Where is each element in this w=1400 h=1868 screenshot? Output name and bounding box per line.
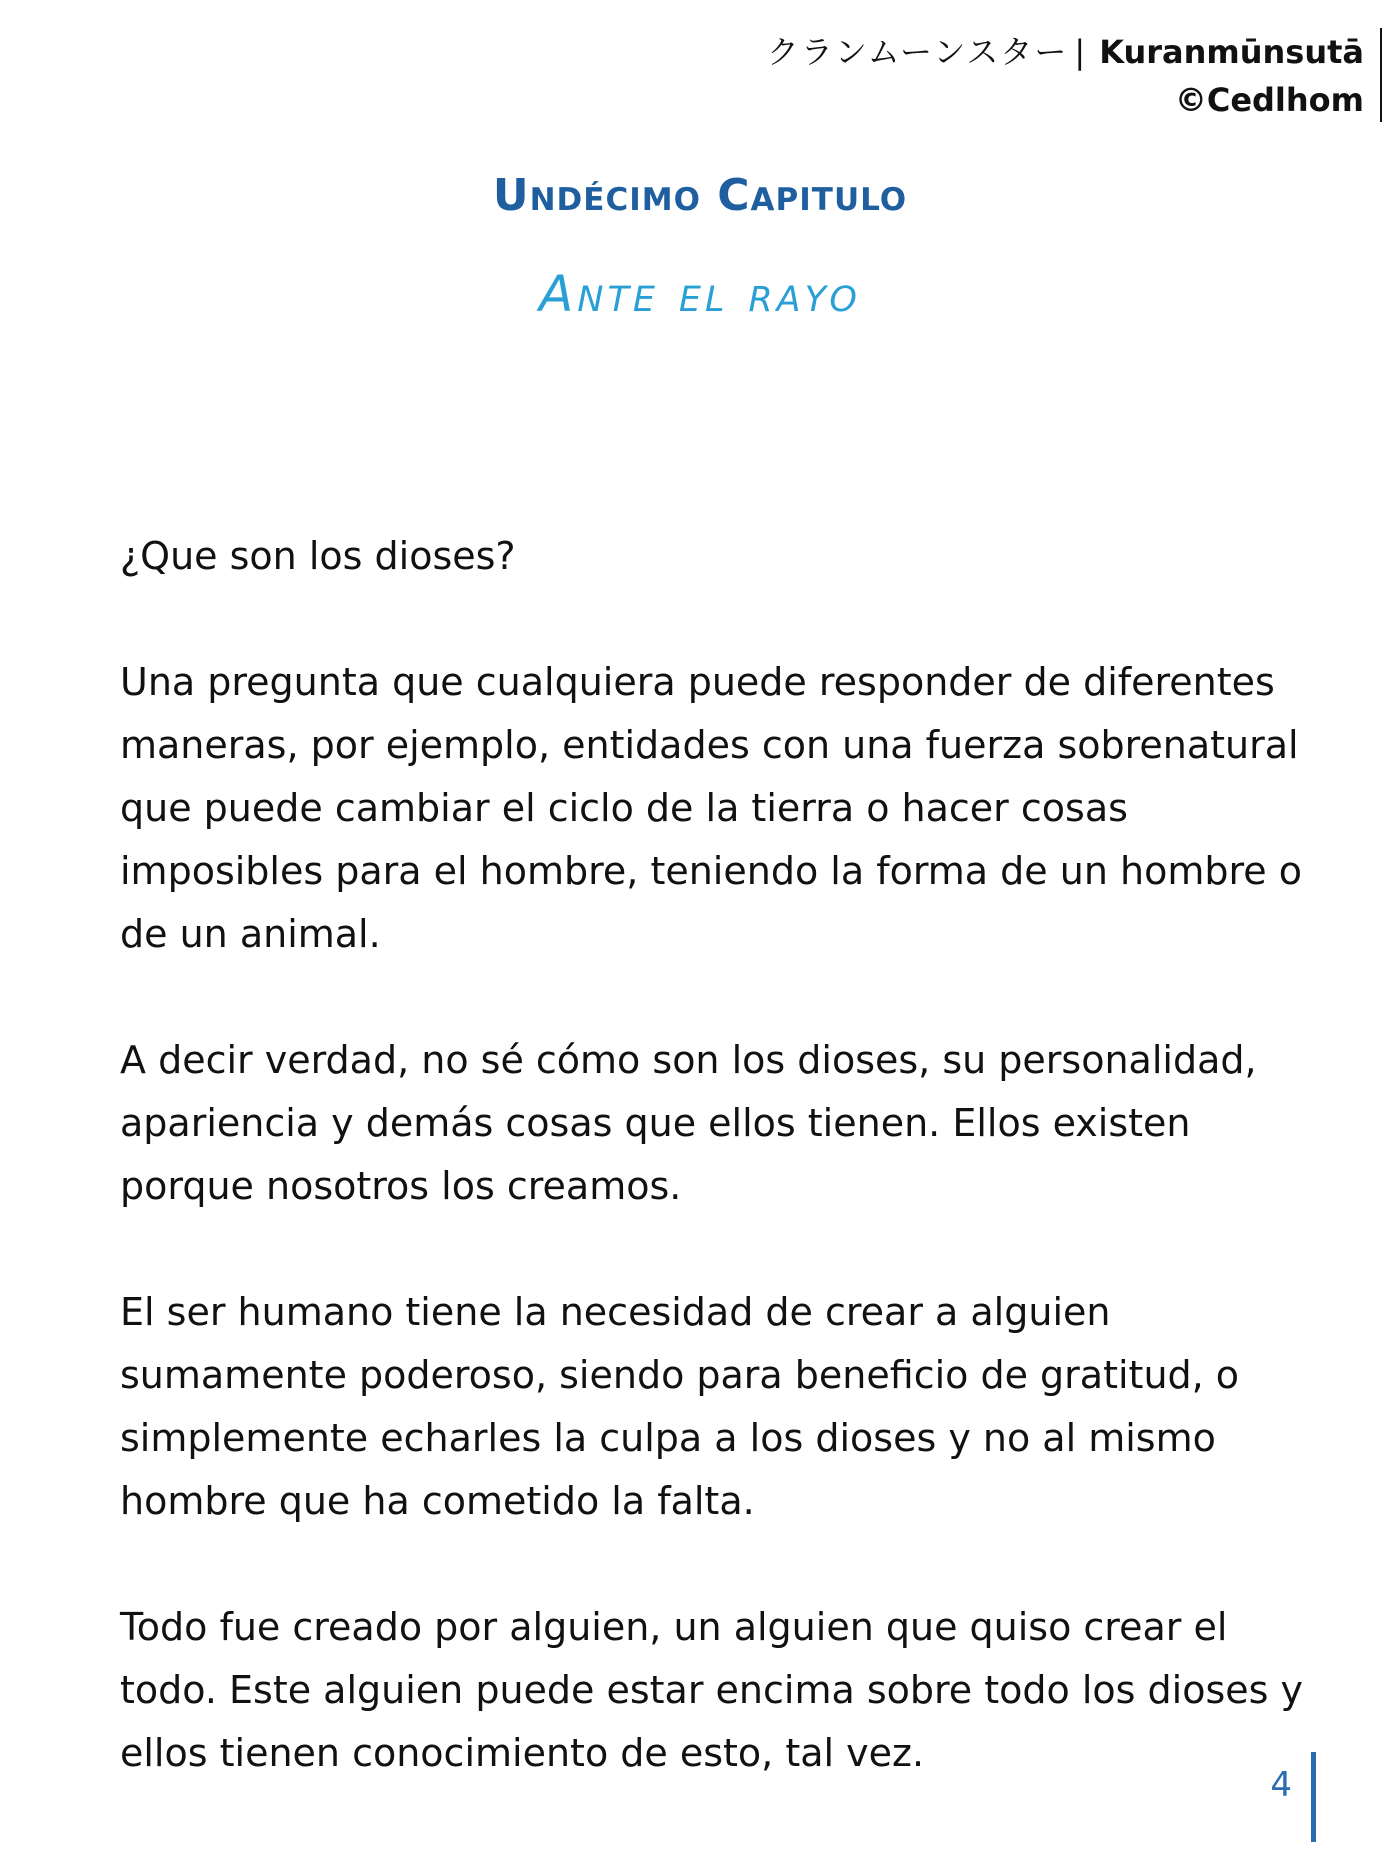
header-japanese-title: クランムーンスター [766, 33, 1069, 71]
paragraph: A decir verdad, no sé cómo son los dioses, su personalidad, apariencia y demás cosas que ellos tienen. Ellos existen porque nosotros los creamos. [120, 1038, 1257, 1208]
header-romaji-title: Kuranmūnsutā [1099, 33, 1364, 71]
page-header [682, 28, 1382, 122]
header-title-line [767, 28, 1364, 76]
chapter-body [120, 525, 1320, 1848]
header-vertical-rule [1380, 28, 1382, 122]
page-number: 4 [1270, 1765, 1292, 1805]
page-number-rule [1311, 1752, 1316, 1842]
paragraph: ¿Que son los dioses? [120, 534, 516, 578]
paragraph: Una pregunta que cualquiera puede responder de diferentes maneras, por ejemplo, entidades con una fuerza sobrenatural que puede cambiar el ciclo de la tierra o hacer cosas imposibles para el hombre, teniendo la forma de un hombre o de un animal. [120, 660, 1302, 956]
chapter-subtitle: Ante el rayo [539, 265, 861, 323]
header-author: ©Cedlhom [1174, 81, 1364, 119]
header-text [767, 28, 1364, 124]
paragraph: El ser humano tiene la necesidad de crear a alguien sumamente poderoso, siendo para beneficio de gratitud, o simplemente echarles la culpa a los dioses y no al mismo hombre que ha cometido la falta. [120, 1290, 1240, 1523]
header-separator: | [1074, 33, 1086, 71]
chapter-title: Undécimo Capitulo [492, 170, 908, 221]
paragraph: Todo fue creado por alguien, un alguien que quiso crear el todo. Este alguien puede estar encima sobre todo los dioses y ellos tienen conocimiento de esto, tal vez. [120, 1605, 1304, 1775]
